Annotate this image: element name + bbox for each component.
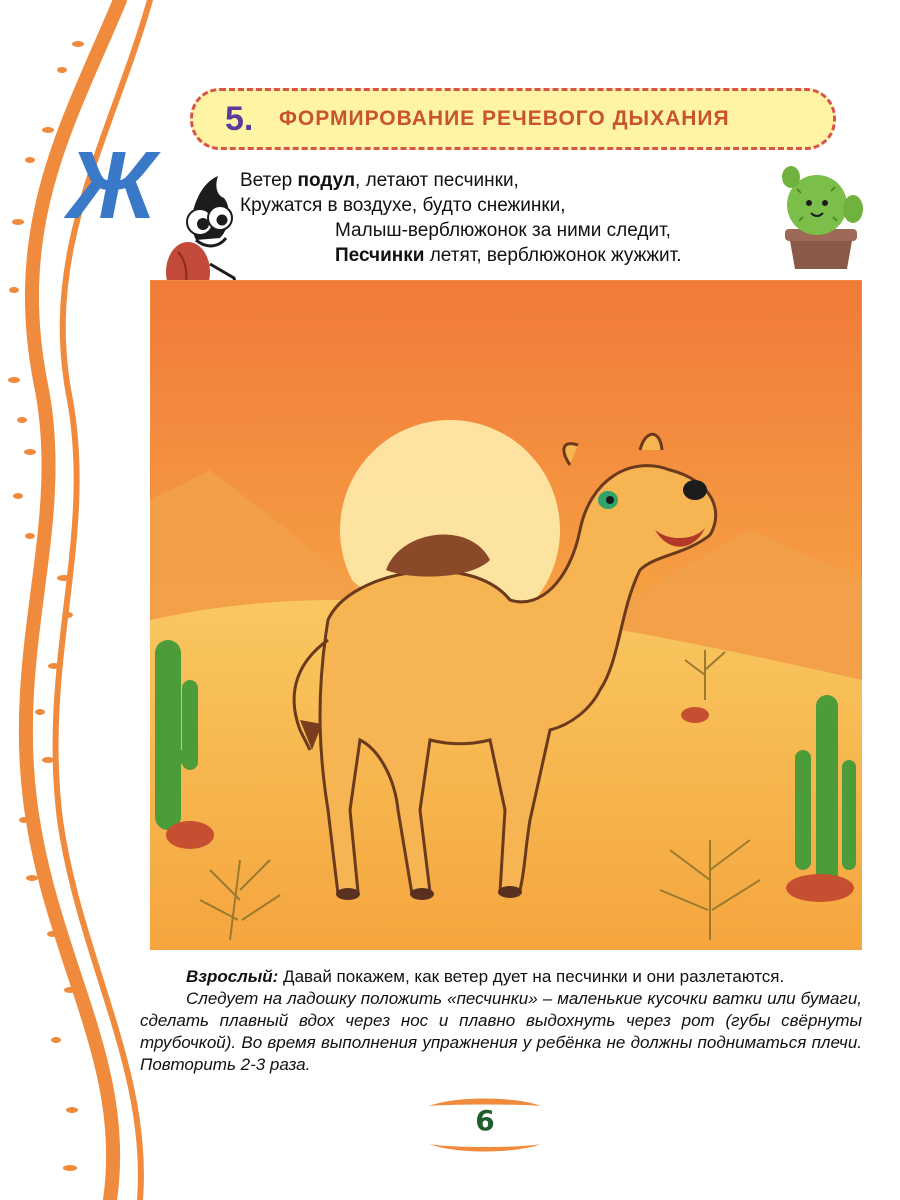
- poem: [240, 168, 760, 268]
- svg-text:Ж: Ж: [67, 140, 157, 230]
- poem-line: Малыш-верблюжонок за ними следит,: [335, 220, 671, 241]
- poem-line: Песчинки летят, верблюжонок жужжит.: [335, 245, 682, 266]
- poem-line: Ветер подул, летают песчинки,: [240, 170, 519, 191]
- letter-zh-icon: [62, 140, 162, 230]
- page-number-badge: [425, 1096, 545, 1154]
- page-number: 6: [475, 1104, 495, 1137]
- desert-camel-illustration: [150, 280, 862, 950]
- adult-speech: Взрослый: Давай покажем, как ветер дует на песчинки и они разлетаются.: [186, 967, 785, 986]
- instruction-text: [140, 966, 862, 1076]
- section-title: ФОРМИРОВАНИЕ РЕЧЕВОГО ДЫХАНИЯ: [279, 107, 730, 130]
- poem-line: Кружатся в воздухе, будто снежинки,: [240, 195, 566, 216]
- section-number: 5.: [225, 99, 254, 138]
- cactus-pot-icon: [775, 165, 870, 273]
- section-header: [190, 88, 836, 150]
- exercise-note: Следует на ладошку положить «песчинки» – маленькие кусочки ватки или бумаги, сделать плавный вдох через нос и плавно выдохнуть через рот (губы свёрнуты трубочкой). Во время выполнения упражнения у ребёнка не должны подниматься плечи. Повторить 2-3 раза.: [140, 989, 862, 1074]
